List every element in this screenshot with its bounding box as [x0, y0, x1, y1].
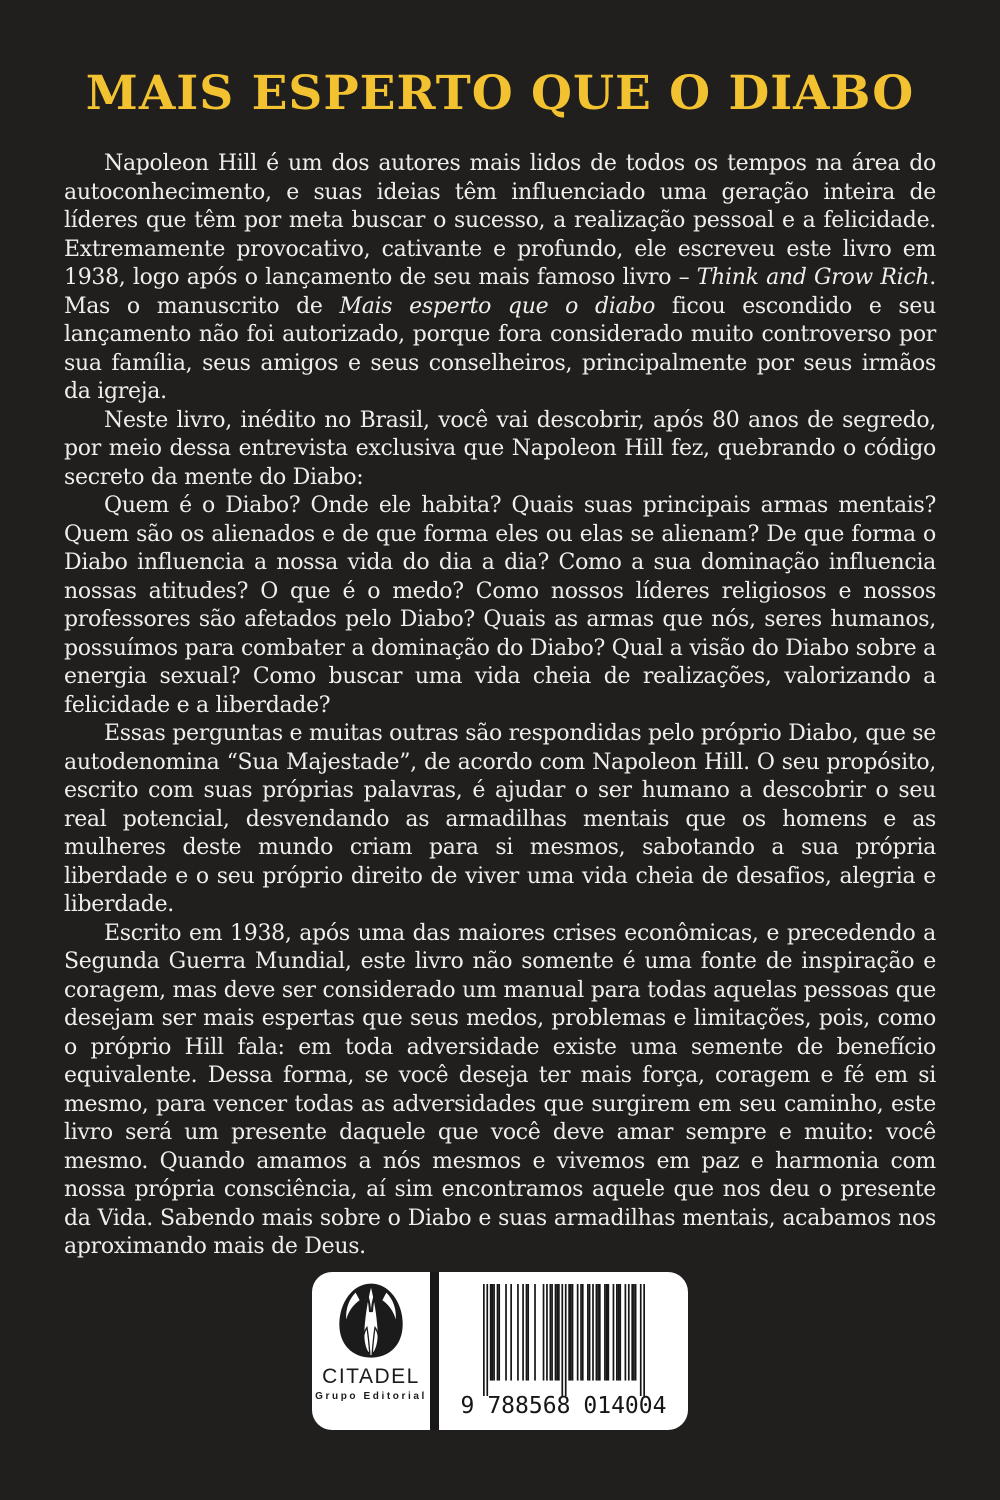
barcode-number	[461, 1395, 667, 1418]
page-title: MAIS ESPERTO QUE O DIABO	[85, 66, 915, 121]
barcode-right-group: 014004	[583, 1393, 667, 1419]
barcode-section	[439, 1272, 688, 1430]
paragraph: Escrito em 1938, após uma das maiores crises econômicas, e precedendo a Segunda Guerra Mundial, este livro não somente é uma fonte de inspiração e coragem, mas deve ser considerado um manual para todas aquelas pessoas que desejam ser mais espertas que seus medos, problemas e limitações, pois, como o próprio Hill fala: em toda adversidade existe uma semente de benefício equivalente. Dessa forma, se você deseja ter mais força, coragem e fé em si mesmo, para vencer todas as adversidades que surgirem em seu caminho, este livro será um presente daquele que você deve amar sempre e muito: você mesmo. Quando amamos a nós mesmos e vivemos em paz e harmonia com nossa própria consciência, aí sim encontramos aquele que nos deu o presente da Vida. Sabendo mais sobre o Diabo e suas armadilhas mentais, acabamos nos aproximando mais de Deus.	[64, 920, 936, 1259]
paragraph: Quem é o Diabo? Onde ele habita? Quais suas principais armas mentais? Quem são os alienados e de que forma eles ou elas se alienam? De que forma o Diabo influencia a nossa vida do dia a dia? Como a sua dominação influencia nossas atitudes? O que é o medo? Como nossos líderes religiosos e nossos professores são afetados pelo Diabo? Quais as armas que nós, seres humanos, possuímos para combater a dominação do Diabo? Qual a visão do Diabo sobre a energia sexual? Como buscar uma vida cheia de realizações, valorizando a felicidade e a liberdade?	[64, 493, 936, 718]
barcode-left-group: 788568	[487, 1393, 571, 1419]
paragraph: Neste livro, inédito no Brasil, você vai descobrir, após 80 anos de segredo, por meio dessa entrevista exclusiva que Napoleon Hill fez, quebrando o código secreto da mente do Diabo:	[64, 407, 936, 490]
publisher-tagline: Grupo Editorial	[315, 1391, 427, 1402]
publisher-name: CITADEL	[322, 1365, 420, 1388]
barcode-bars	[483, 1284, 645, 1396]
body-text	[64, 150, 936, 1262]
paragraph: Napoleon Hill é um dos autores mais lidos de todos os tempos na área do autoconhecimento, e suas ideias têm influenciado uma geração inteira de líderes que têm por meta buscar o sucesso, a realização pessoal e a felicidade. Extremamente provocativo, cativante e profundo, ele escreveu este livro em 1938, logo após o lançamento de seu mais famoso livro – Think and Grow Rich. Mas o manuscrito de Mais esperto que o diabo ficou escondido e seu lançamento não foi autorizado, porque fora considerado muito controverso por sua família, seus amigos e seus conselheiros, principalmente por seus irmãos da igreja.	[64, 151, 937, 404]
publisher-section	[312, 1272, 430, 1430]
publisher-barcode-badge	[312, 1272, 688, 1430]
penguins-logo-icon	[330, 1282, 412, 1364]
barcode-first-digit: 9	[460, 1393, 475, 1419]
paragraph: Essas perguntas e muitas outras são respondidas pelo próprio Diabo, que se autodenomina “Sua Majestade”, de acordo com Napoleon Hill. O seu propósito, escrito com suas próprias palavras, é ajudar o ser humano a descobrir o seu real potencial, desvendando as armadilhas mentais que os homens e as mulheres deste mundo criam para si mesmos, sabotando a sua própria liberdade e o seu próprio direito de viver uma vida cheia de desafios, alegria e liberdade.	[64, 721, 936, 917]
badge-divider	[430, 1272, 439, 1430]
